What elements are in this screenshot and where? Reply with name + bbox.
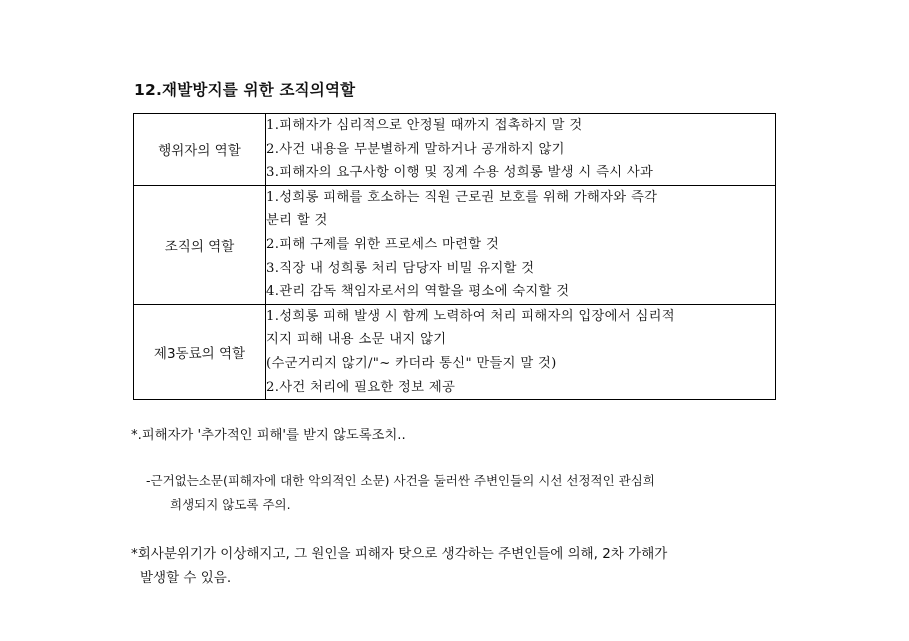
list-item: 2.사건 내용을 무분별하게 말하거나 공개하지 않기 xyxy=(266,141,565,157)
note-rumor-warning: -근거없는소문(피해자에 대한 악의적인 소문) 사건을 둘러싼 주변인들의 시선 선정적인 관심희 xyxy=(146,473,655,488)
note-victim-protection: *.피해자가 '추가적인 피해'를 받지 않도록조치.. xyxy=(131,428,406,443)
list-item: 4.관리 감독 책임자로서의 역할을 평소에 숙지할 것 xyxy=(266,284,570,300)
note-secondary-harm: *회사분위기가 이상해지고, 그 원인을 피해자 탓으로 생각하는 주변인들에 의해, 2차 가해가 xyxy=(131,546,668,562)
role-label: 행위자의 역할 xyxy=(134,114,266,186)
table-row xyxy=(134,114,776,186)
note-rumor-warning-cont: 희생되지 않도록 주의. xyxy=(170,497,291,512)
list-item: 1.성희롱 피해 발생 시 함께 노력하여 처리 피해자의 입장에서 심리적 xyxy=(266,308,675,324)
list-item: 2.사건 처리에 필요한 정보 제공 xyxy=(266,379,456,395)
table-row xyxy=(134,304,776,399)
role-label: 제3동료의 역할 xyxy=(134,304,266,399)
role-items xyxy=(266,185,776,304)
role-label: 조직의 역할 xyxy=(134,185,266,304)
table-row xyxy=(134,185,776,304)
list-item: (수군거리지 않기/"~ 카더라 통신" 만들지 말 것) xyxy=(266,355,557,371)
list-item: 1.피해자가 심리적으로 안정될 때까지 접촉하지 말 것 xyxy=(266,118,583,133)
note-secondary-harm-cont: 발생할 수 있음. xyxy=(140,570,232,586)
list-item: 3.피해자의 요구사항 이행 및 징계 수용 성희롱 발생 시 즉시 사과 xyxy=(266,165,654,181)
role-table xyxy=(133,113,776,400)
list-item: 1.성희롱 피해를 호소하는 직원 근로권 보호를 위해 가해자와 즉각 xyxy=(266,189,658,205)
list-item: 지지 피해 내용 소문 내지 않기 xyxy=(266,332,447,348)
list-item: 분리 할 것 xyxy=(266,213,328,229)
section-title: 12.재발방지를 위한 조직의역할 xyxy=(134,81,356,99)
role-items xyxy=(266,114,776,186)
list-item: 3.직장 내 성희롱 처리 담당자 비밀 유지할 것 xyxy=(266,260,535,276)
role-items xyxy=(266,304,776,399)
list-item: 2.피해 구제를 위한 프로세스 마련할 것 xyxy=(266,236,500,252)
